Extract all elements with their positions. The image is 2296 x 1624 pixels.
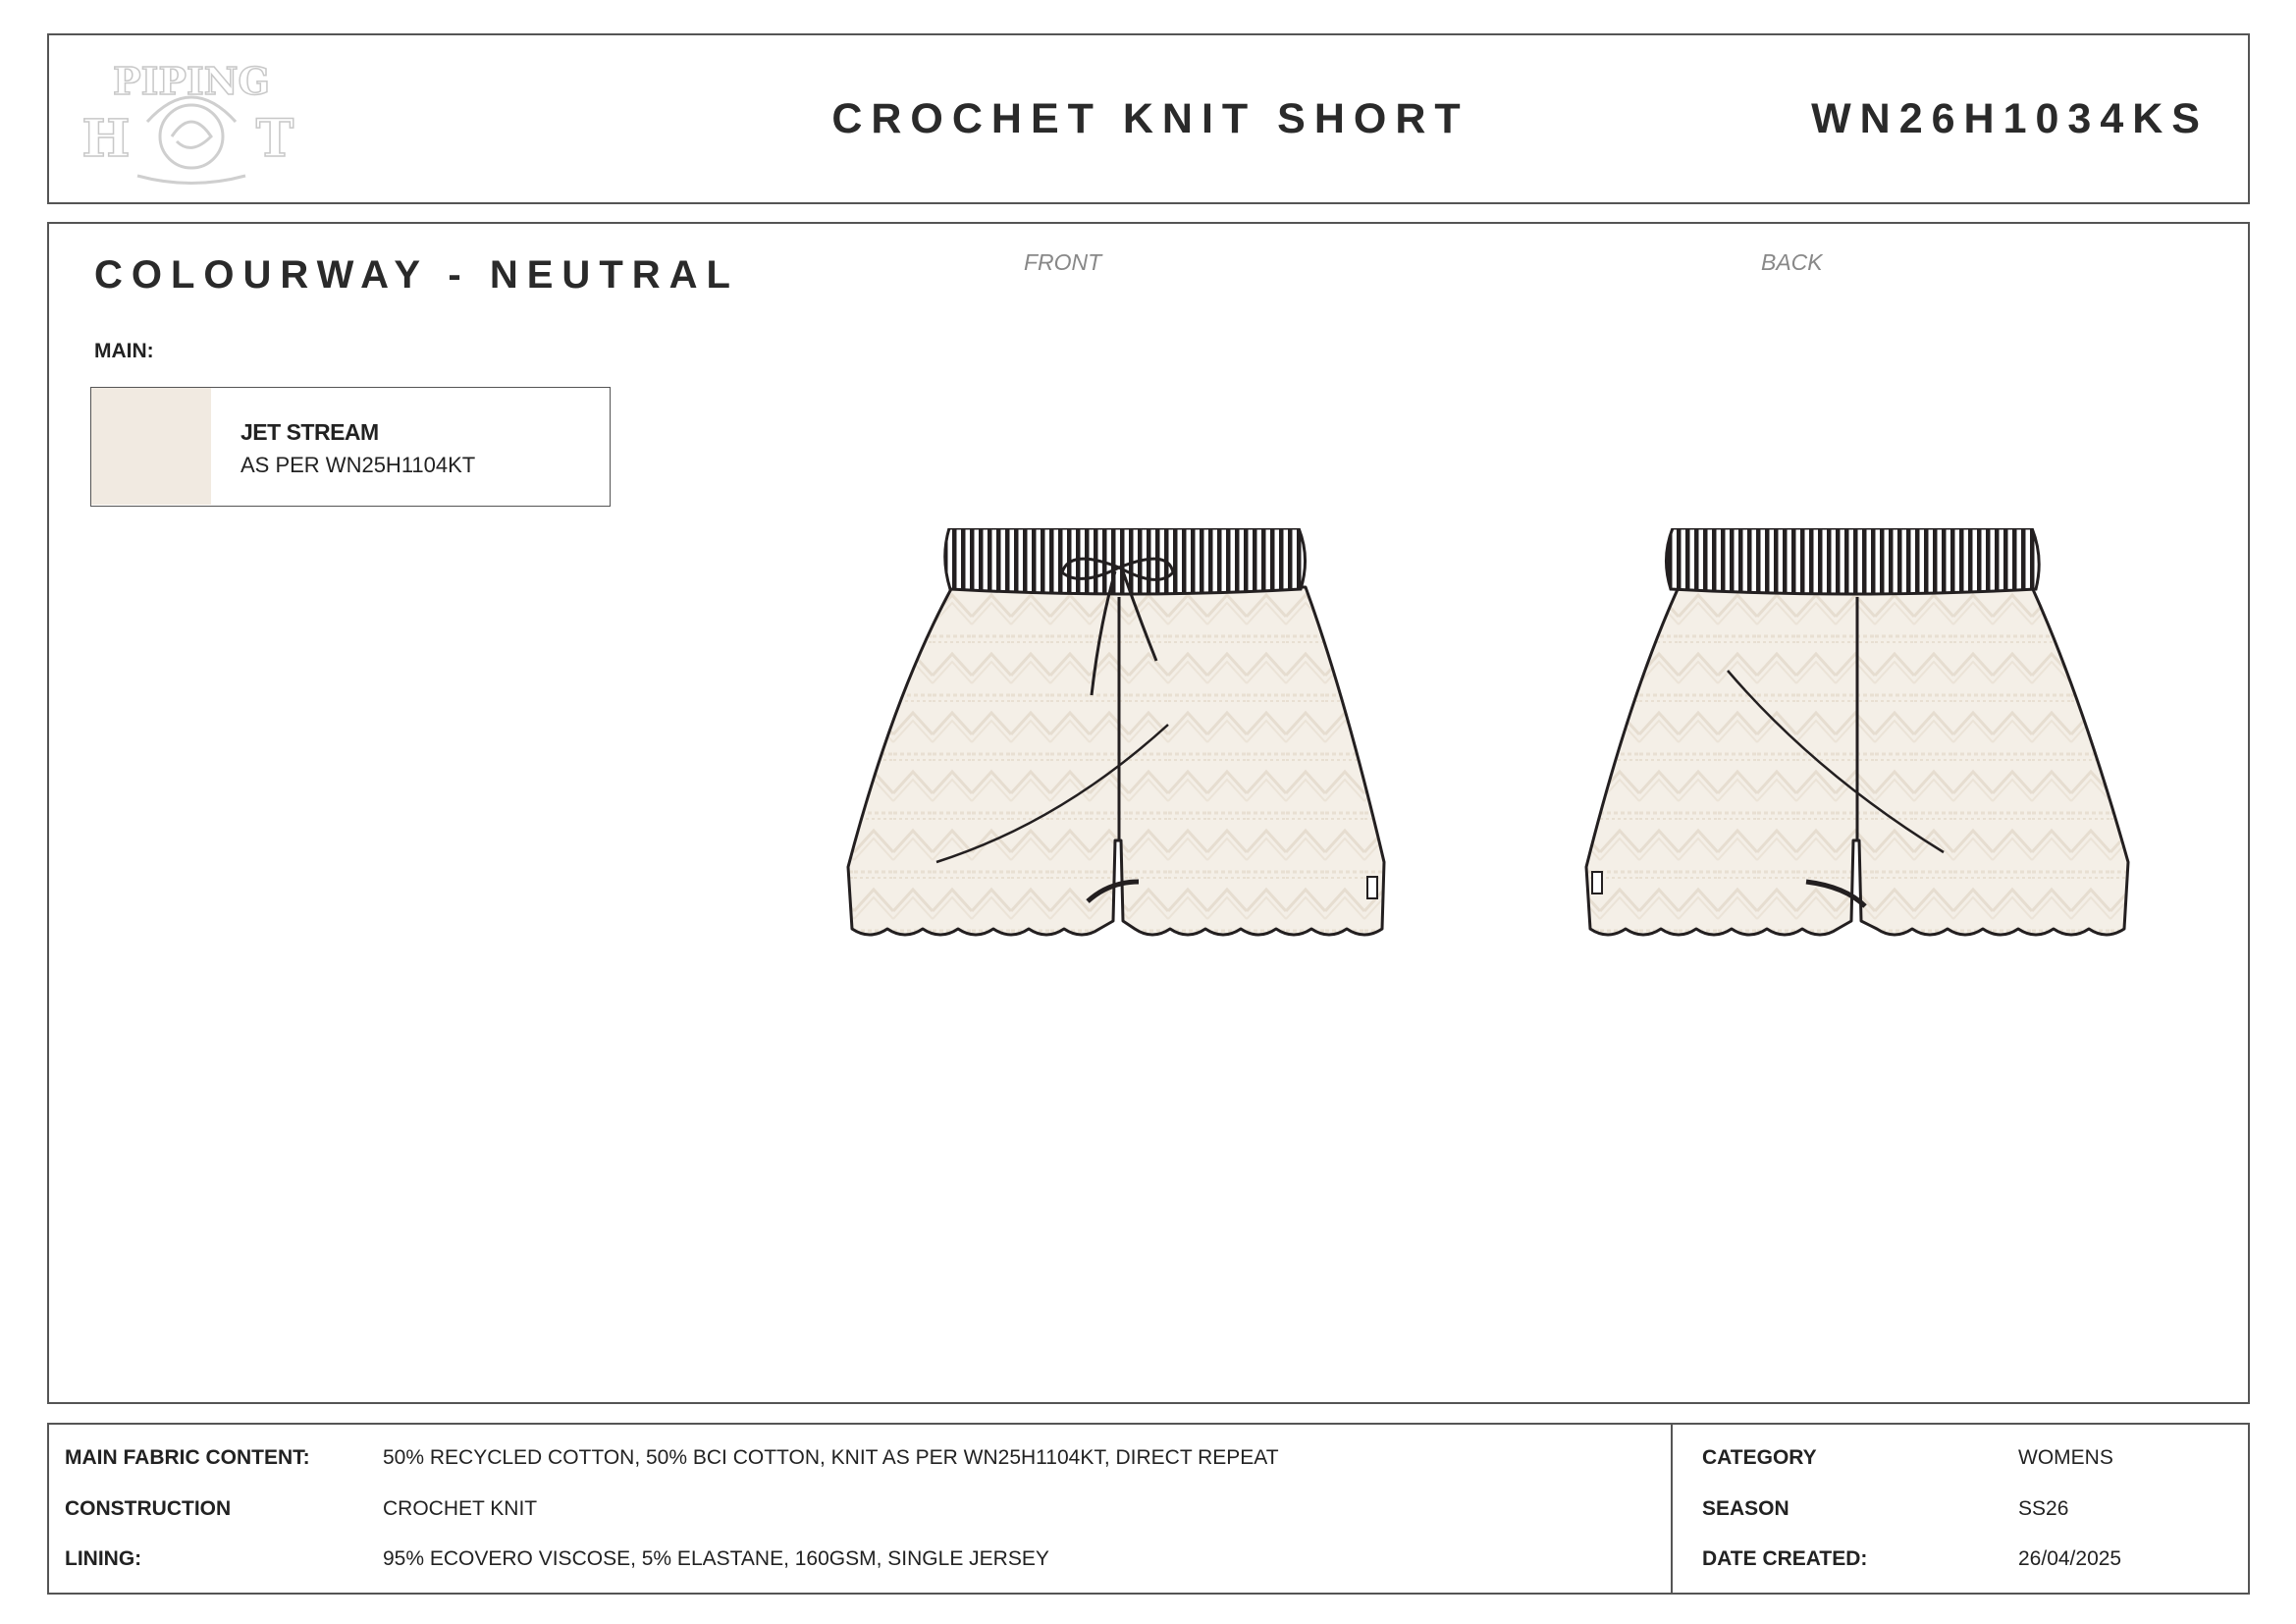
lining-value: 95% ECOVERO VISCOSE, 5% ELASTANE, 160GSM, SINGLE JERSEY xyxy=(383,1547,1049,1570)
date-created-label: DATE CREATED: xyxy=(1702,1547,1868,1570)
season-label: SEASON xyxy=(1702,1497,1789,1520)
colour-swatch-card xyxy=(90,387,611,507)
colour-swatch xyxy=(91,388,211,505)
logo-text-top: PIPING xyxy=(113,59,270,103)
back-view-label: BACK xyxy=(1761,249,1823,275)
category-label: CATEGORY xyxy=(1702,1446,1817,1469)
construction-label: CONSTRUCTION xyxy=(65,1497,232,1520)
colourway-title: COLOURWAY - NEUTRAL xyxy=(94,253,739,297)
date-created-value: 26/04/2025 xyxy=(2018,1547,2122,1570)
style-code: WN26H1034KS xyxy=(1811,95,2209,142)
season-value: SS26 xyxy=(2018,1497,2069,1520)
page-title: CROCHET KNIT SHORT xyxy=(831,95,1469,142)
logo-text-h: H xyxy=(81,109,131,169)
swatch-reference: AS PER WN25H1104KT xyxy=(240,453,476,477)
main-panel xyxy=(47,222,2250,1404)
logo-text-t: T xyxy=(255,109,294,169)
footer-spec-table xyxy=(47,1423,2250,1595)
front-view-label: FRONT xyxy=(1024,249,1102,275)
garment-drawing xyxy=(775,528,2179,1068)
main-label: MAIN: xyxy=(94,340,154,362)
fabric-content-value: 50% RECYCLED COTTON, 50% BCI COTTON, KNIT AS PER WN25H1104KT, DIRECT REPEAT xyxy=(383,1446,1279,1469)
category-value: WOMENS xyxy=(2018,1446,2113,1469)
fabric-content-label: MAIN FABRIC CONTENT: xyxy=(65,1446,310,1469)
lining-label: LINING: xyxy=(65,1547,142,1570)
construction-value: CROCHET KNIT xyxy=(383,1497,538,1520)
back-shorts-drawing xyxy=(1586,528,2128,935)
front-shorts-drawing xyxy=(848,528,1384,935)
swatch-name: JET STREAM xyxy=(240,419,379,445)
header-bar xyxy=(47,33,2250,204)
footer-divider xyxy=(1671,1425,1673,1593)
